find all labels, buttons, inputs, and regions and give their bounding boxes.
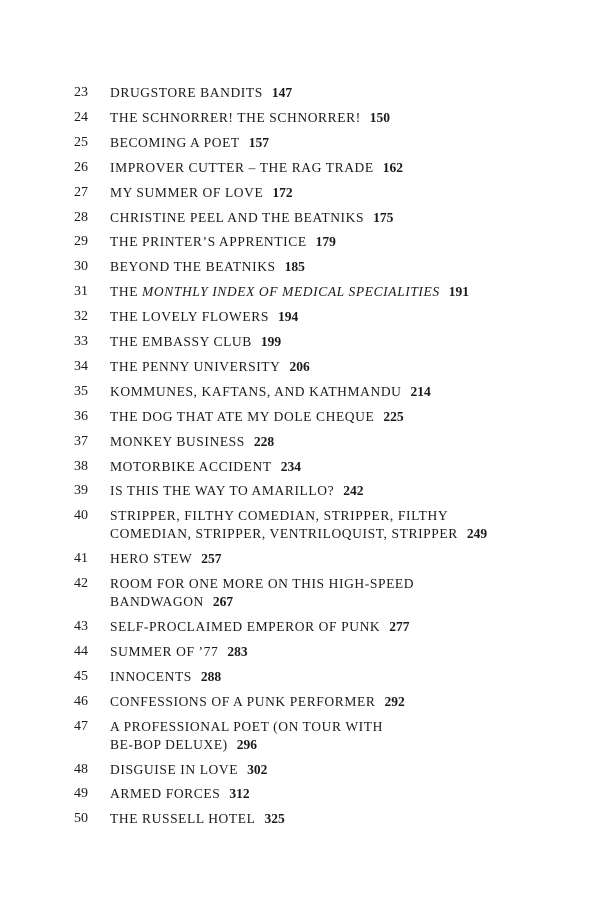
page-number: 175 (373, 209, 394, 225)
chapter-title-line (110, 408, 550, 426)
chapter-number: 48 (74, 761, 88, 777)
chapter-title-text: MY SUMMER OF LOVE (110, 184, 264, 200)
chapter-number: 24 (74, 109, 88, 125)
chapter-title-line (110, 736, 550, 754)
chapter-number: 45 (74, 668, 88, 684)
chapter-title-text: BANDWAGON (110, 594, 204, 610)
chapter-title (110, 333, 550, 351)
chapter-title-text: ARMED FORCES (110, 786, 221, 802)
chapter-title-text: THE SCHNORRER! THE SCHNORRER! (110, 109, 361, 125)
chapter-title-text: INNOCENTS (110, 668, 192, 684)
page-number: 194 (277, 309, 299, 325)
chapter-number: 41 (74, 551, 88, 567)
chapter-title-line (110, 184, 550, 202)
chapter-number: 35 (74, 383, 88, 399)
page-number: 199 (260, 334, 282, 349)
chapter-title-line (110, 507, 550, 525)
page-number: 225 (383, 408, 404, 424)
chapter-title-line (110, 159, 550, 177)
chapter-number: 28 (74, 209, 88, 225)
chapter-title-line (110, 718, 550, 736)
chapter-number: 34 (74, 358, 88, 374)
chapter-title-line (110, 575, 550, 593)
chapter-title (110, 258, 550, 276)
chapter-number: 39 (74, 483, 88, 499)
chapter-title-text: CONFESSIONS OF A PUNK PERFORMER (110, 693, 376, 709)
page-number: 162 (382, 159, 403, 175)
chapter-title (110, 159, 550, 177)
chapter-title-line (110, 550, 550, 568)
chapter-title (110, 209, 550, 227)
page-number: 277 (389, 619, 410, 634)
chapter-title (110, 507, 550, 543)
page-number: 288 (200, 668, 222, 684)
page-number: 267 (212, 594, 234, 610)
chapter-number: 37 (74, 433, 88, 449)
chapter-title-line (110, 233, 550, 251)
page-number: 185 (284, 259, 305, 275)
chapter-title-line (110, 525, 550, 543)
chapter-number: 23 (74, 85, 88, 100)
page-number: 283 (227, 643, 248, 659)
chapter-title-line (110, 458, 550, 476)
page-number: 325 (264, 811, 285, 827)
chapter-title-line (110, 668, 550, 686)
chapter-title (110, 408, 550, 426)
chapter-number: 27 (74, 184, 88, 200)
chapter-title-text: THE PENNY UNIVERSITY (110, 358, 281, 374)
chapter-title-text: BE-BOP DELUXE) (110, 736, 228, 752)
chapter-title (110, 575, 550, 611)
chapter-number: 49 (74, 786, 88, 802)
chapter-number: 44 (74, 643, 88, 659)
chapter-title (110, 383, 550, 401)
chapter-title-line (110, 209, 550, 227)
chapter-title (110, 668, 550, 686)
chapter-title-text: MONKEY BUSINESS (110, 433, 245, 449)
page-number: 172 (272, 184, 293, 200)
chapter-title-text: COMEDIAN, STRIPPER, VENTRILOQUIST, STRIPPER (110, 526, 458, 542)
chapter-number: 25 (74, 134, 88, 150)
chapter-title-line (110, 134, 550, 152)
page-number: 242 (343, 483, 364, 499)
chapter-title-text: THE PRINTER’S APPRENTICE (110, 234, 307, 250)
chapter-title (110, 308, 550, 326)
chapter-title-line (110, 761, 550, 779)
chapter-title (110, 761, 550, 779)
chapter-title-text: ROOM FOR ONE MORE ON THIS HIGH-SPEED (110, 576, 415, 592)
chapter-title (110, 643, 550, 661)
page-number: 312 (229, 786, 250, 802)
chapter-title-line (110, 810, 550, 828)
chapter-number: 31 (74, 284, 88, 300)
chapter-title (110, 550, 550, 568)
page-number: 179 (315, 234, 336, 250)
page-number: 292 (384, 693, 405, 709)
chapter-number: 29 (74, 234, 88, 250)
chapter-title-text: SUMMER OF ’77 (110, 643, 219, 659)
chapter-title (110, 458, 550, 476)
chapter-title-line (110, 785, 550, 803)
chapter-number: 38 (74, 458, 88, 474)
chapter-title (110, 618, 550, 636)
chapter-title (110, 84, 550, 102)
page-number: 228 (253, 433, 275, 449)
chapter-title-line (110, 283, 550, 301)
chapter-title-text: DISGUISE IN LOVE (110, 761, 239, 777)
chapter-title-text: BECOMING A POET (110, 134, 240, 150)
chapter-number: 43 (74, 619, 88, 634)
chapter-number: 40 (74, 508, 88, 524)
chapter-title-text: A PROFESSIONAL POET (ON TOUR WITH (110, 718, 383, 734)
chapter-title (110, 718, 550, 754)
chapter-title-text: THE EMBASSY CLUB (110, 334, 252, 349)
chapter-title (110, 785, 550, 803)
chapter-title-line (110, 84, 550, 102)
chapter-title-text: CHRISTINE PEEL AND THE BEATNIKS (110, 209, 365, 225)
chapter-title (110, 433, 550, 451)
chapter-title-line (110, 308, 550, 326)
chapter-title-text: DRUGSTORE BANDITS (110, 85, 263, 100)
chapter-title (110, 810, 550, 828)
chapter-title-text: SELF-PROCLAIMED EMPEROR OF PUNK (110, 619, 381, 634)
page-number: 257 (201, 551, 222, 567)
chapter-title-line (110, 109, 550, 127)
chapter-title (110, 184, 550, 202)
chapter-title-prefix: THE (110, 284, 143, 300)
chapter-number: 46 (74, 693, 88, 709)
page-number: 302 (247, 761, 268, 777)
chapter-number: 32 (74, 309, 88, 325)
chapter-title-text: BEYOND THE BEATNIKS (110, 259, 276, 275)
page-number: 249 (466, 526, 488, 542)
chapter-title (110, 482, 550, 500)
chapter-title-line (110, 258, 550, 276)
chapter-title-text: THE RUSSELL HOTEL (110, 811, 256, 827)
chapter-number: 30 (74, 259, 88, 275)
chapter-title-line (110, 358, 550, 376)
page-number: 206 (289, 358, 310, 374)
chapter-title-text: KOMMUNES, KAFTANS, AND KATHMANDU (110, 383, 402, 399)
page-number: 191 (448, 284, 469, 300)
page-number: 296 (236, 736, 258, 752)
page-number: 150 (369, 109, 391, 125)
chapter-number: 42 (74, 576, 88, 592)
chapter-number: 47 (74, 718, 88, 734)
chapter-title (110, 283, 550, 301)
chapter-title-line (110, 593, 550, 611)
chapter-title-line (110, 693, 550, 711)
chapter-title-text: MOTORBIKE ACCIDENT (110, 458, 272, 474)
chapter-title-text: STRIPPER, FILTHY COMEDIAN, STRIPPER, FILTHY (110, 508, 449, 524)
chapter-number: 36 (74, 408, 88, 424)
chapter-title (110, 233, 550, 251)
chapter-number: 26 (74, 159, 88, 175)
chapter-title-text: IMPROVER CUTTER – THE RAG TRADE (110, 159, 374, 175)
page-number: 147 (271, 85, 293, 100)
chapter-title-text: THE LOVELY FLOWERS (110, 309, 269, 325)
chapter-number: 33 (74, 334, 88, 349)
chapter-title-text: IS THIS THE WAY TO AMARILLO? (110, 483, 335, 499)
chapter-title (110, 358, 550, 376)
chapter-title-line (110, 482, 550, 500)
chapter-title (110, 109, 550, 127)
chapter-title-line (110, 618, 550, 636)
page-number: 157 (248, 134, 270, 150)
chapter-title-line (110, 333, 550, 351)
chapter-title-italic: MONTHLY INDEX OF MEDICAL SPECIALITIES (142, 284, 440, 300)
chapter-title-text: THE DOG THAT ATE MY DOLE CHEQUE (110, 408, 375, 424)
chapter-title (110, 693, 550, 711)
page-number: 214 (410, 383, 431, 399)
chapter-title-line (110, 433, 550, 451)
page-number: 234 (280, 458, 301, 474)
chapter-number: 50 (74, 811, 88, 827)
chapter-title-line (110, 643, 550, 661)
chapter-title-text: HERO STEW (110, 551, 193, 567)
chapter-title (110, 134, 550, 152)
chapter-title-line (110, 383, 550, 401)
